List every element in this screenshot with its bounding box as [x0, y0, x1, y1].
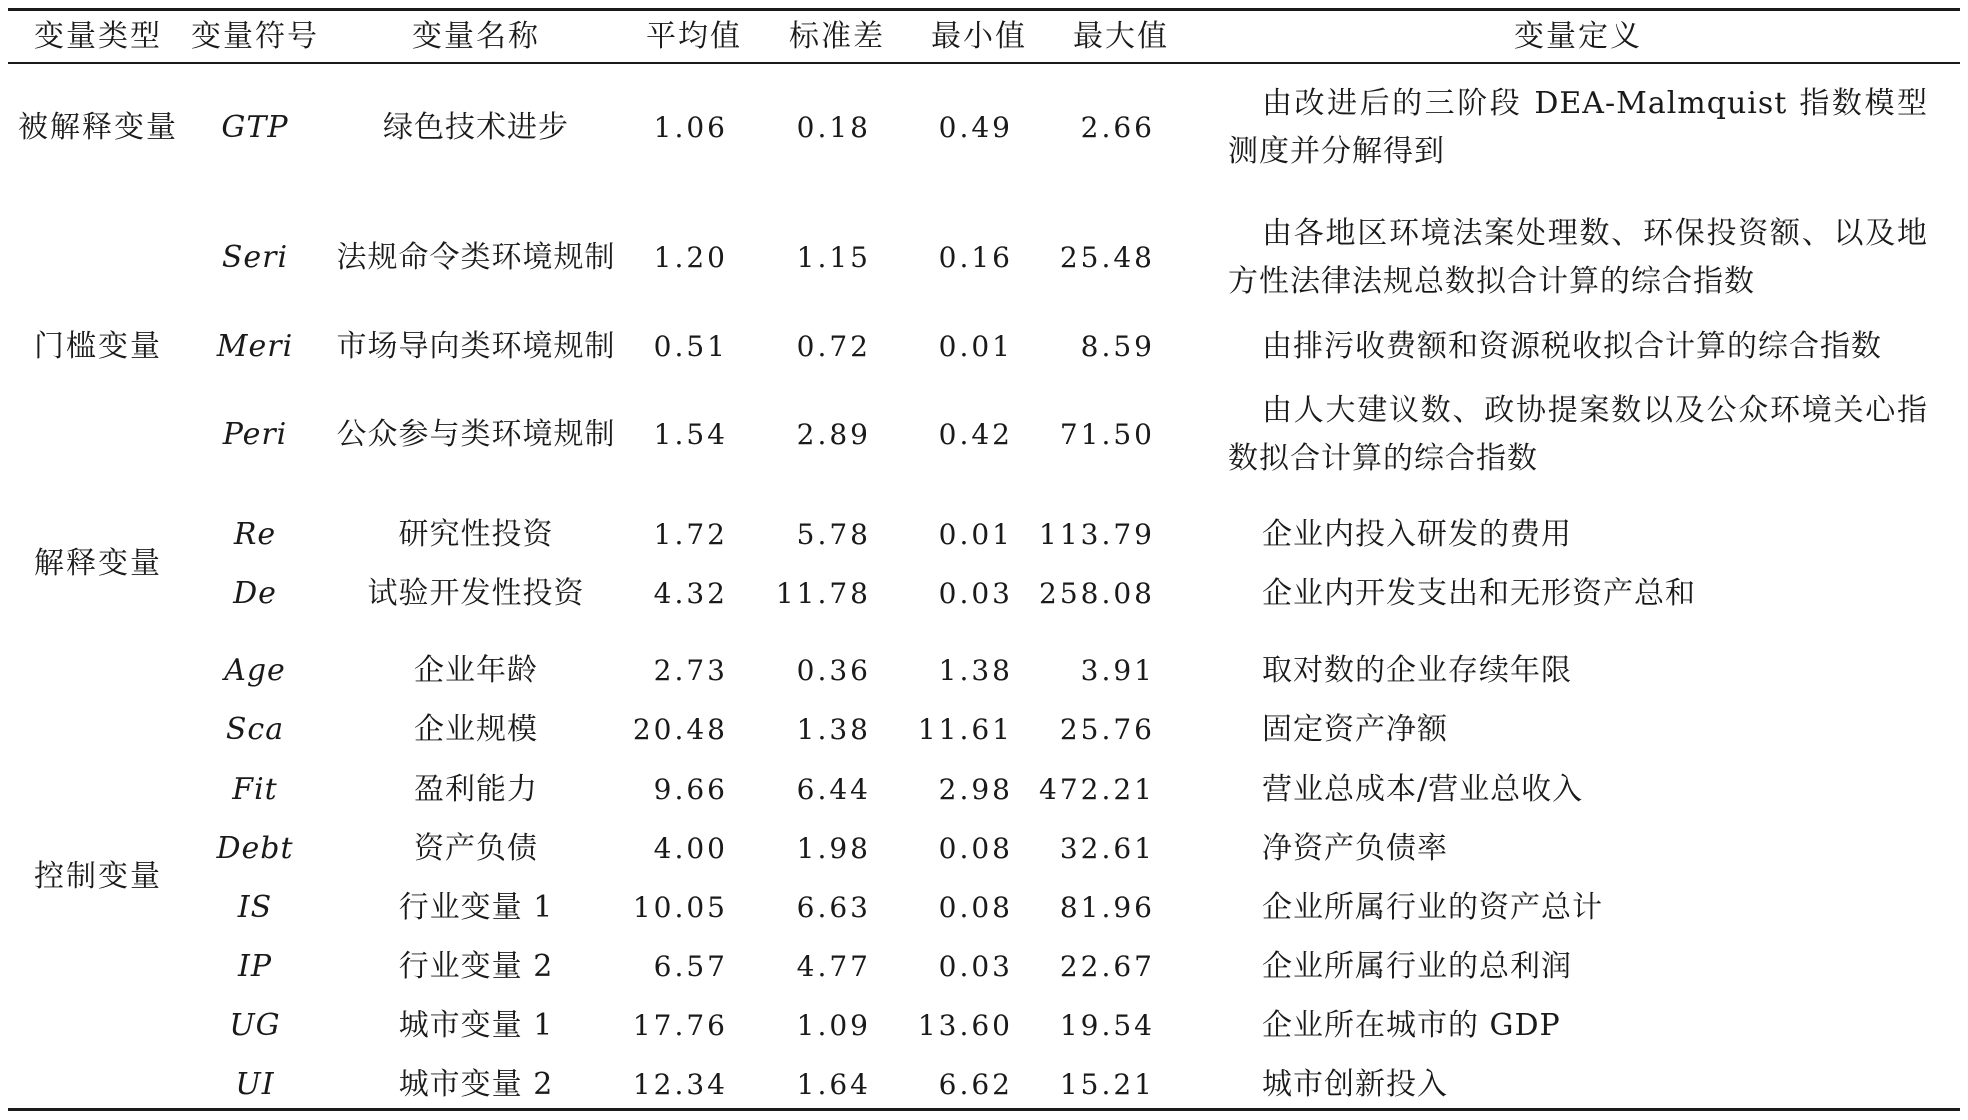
variable-symbol: Debt	[216, 831, 294, 866]
variable-type-label: 解释变量	[34, 546, 162, 581]
max-value: 8.59	[1080, 330, 1155, 363]
std-dev-value: 0.72	[796, 330, 871, 363]
variable-name: 企业年龄	[414, 653, 538, 688]
min-value: 0.03	[938, 950, 1013, 983]
mean-value: 1.06	[653, 111, 728, 144]
variable-type-label: 被解释变量	[18, 110, 178, 145]
variable-name: 研究性投资	[398, 517, 554, 552]
variable-definition: 由排污收费额和资源税收拟合计算的综合指数	[1262, 329, 1882, 364]
max-value: 25.48	[1059, 241, 1155, 274]
min-value: 1.38	[938, 654, 1013, 687]
variable-symbol: Re	[233, 517, 277, 552]
variable-definition: 城市创新投入	[1262, 1067, 1448, 1102]
std-dev-value: 11.78	[775, 577, 871, 610]
variable-symbol: IS	[237, 890, 273, 925]
max-value: 258.08	[1039, 577, 1155, 610]
variable-symbol: UI	[235, 1067, 275, 1102]
std-dev-value: 5.78	[796, 518, 871, 551]
variable-definition: 由人大建议数、政协提案数以及公众环境关心指数拟合计算的综合指数	[1228, 393, 1928, 476]
std-dev-value: 6.44	[796, 773, 871, 806]
mean-value: 1.72	[653, 518, 728, 551]
mean-value: 6.57	[653, 950, 728, 983]
variable-definition: 净资产负债率	[1262, 831, 1448, 866]
mean-value: 12.34	[632, 1068, 728, 1101]
std-dev-value: 1.98	[796, 832, 871, 865]
variable-name: 公众参与类环境规制	[336, 417, 616, 452]
variable-name: 城市变量 1	[398, 1008, 554, 1043]
variable-symbol: UG	[229, 1008, 281, 1043]
variable-name: 市场导向类环境规制	[336, 329, 616, 364]
std-dev-value: 0.36	[796, 654, 871, 687]
max-value: 32.61	[1059, 832, 1155, 865]
min-value: 0.08	[938, 891, 1013, 924]
min-value: 0.49	[938, 111, 1013, 144]
min-value: 11.61	[917, 713, 1013, 746]
std-dev-value: 6.63	[796, 891, 871, 924]
variable-definition: 取对数的企业存续年限	[1262, 653, 1572, 688]
mean-value: 4.32	[653, 577, 728, 610]
min-value: 6.62	[938, 1068, 1013, 1101]
variable-symbol: Fit	[232, 772, 278, 807]
header-std-dev: 标准差	[789, 19, 885, 54]
variable-name: 资产负债	[414, 831, 538, 866]
min-value: 0.16	[938, 241, 1013, 274]
min-value: 2.98	[938, 773, 1013, 806]
variable-type-label: 门槛变量	[34, 329, 162, 364]
mean-value: 9.66	[653, 773, 728, 806]
std-dev-value: 4.77	[796, 950, 871, 983]
max-value: 3.91	[1080, 654, 1155, 687]
variable-name: 法规命令类环境规制	[336, 240, 616, 275]
variable-definition: 由各地区环境法案处理数、环保投资额、以及地方性法律法规总数拟合计算的综合指数	[1228, 216, 1928, 299]
variable-name: 盈利能力	[414, 772, 538, 807]
min-value: 13.60	[917, 1009, 1013, 1042]
variable-definition: 营业总成本/营业总收入	[1262, 772, 1584, 807]
mean-value: 1.54	[653, 418, 728, 451]
mean-value: 17.76	[632, 1009, 728, 1042]
max-value: 113.79	[1039, 518, 1155, 551]
variable-type-label: 控制变量	[34, 859, 162, 894]
max-value: 81.96	[1059, 891, 1155, 924]
std-dev-value: 1.64	[796, 1068, 871, 1101]
variable-name: 企业规模	[414, 712, 538, 747]
std-dev-value: 2.89	[796, 418, 871, 451]
table-header-rule	[8, 62, 1960, 64]
max-value: 71.50	[1059, 418, 1155, 451]
variable-definition: 企业内投入研发的费用	[1262, 517, 1572, 552]
mean-value: 1.20	[653, 241, 728, 274]
variable-symbol: Peri	[222, 417, 288, 452]
max-value: 15.21	[1059, 1068, 1155, 1101]
header-variable-symbol: 变量符号	[191, 19, 319, 54]
mean-value: 4.00	[653, 832, 728, 865]
variable-name: 行业变量 1	[398, 890, 554, 925]
variable-name: 行业变量 2	[398, 949, 554, 984]
variable-name: 绿色技术进步	[383, 110, 569, 145]
variable-symbol: Meri	[216, 329, 294, 364]
min-value: 0.42	[938, 418, 1013, 451]
header-min: 最小值	[931, 19, 1027, 54]
mean-value: 2.73	[653, 654, 728, 687]
table-top-rule	[8, 8, 1960, 11]
variable-symbol: IP	[237, 949, 273, 984]
max-value: 25.76	[1059, 713, 1155, 746]
header-max: 最大值	[1073, 19, 1169, 54]
header-variable-definition: 变量定义	[1514, 19, 1642, 54]
max-value: 472.21	[1039, 773, 1155, 806]
variable-definition: 企业所属行业的资产总计	[1262, 890, 1603, 925]
variable-definition: 固定资产净额	[1262, 712, 1448, 747]
header-variable-name: 变量名称	[412, 19, 540, 54]
std-dev-value: 1.09	[796, 1009, 871, 1042]
mean-value: 0.51	[653, 330, 728, 363]
header-variable-type: 变量类型	[34, 19, 162, 54]
variable-symbol: GTP	[221, 110, 289, 145]
variable-definition: 企业所在城市的 GDP	[1262, 1008, 1561, 1043]
variable-name: 试验开发性投资	[367, 576, 585, 611]
variable-definition: 由改进后的三阶段 DEA-Malmquist 指数模型测度并分解得到	[1228, 86, 1928, 169]
std-dev-value: 0.18	[796, 111, 871, 144]
header-mean: 平均值	[646, 19, 742, 54]
min-value: 0.01	[938, 518, 1013, 551]
std-dev-value: 1.15	[796, 241, 871, 274]
max-value: 19.54	[1059, 1009, 1155, 1042]
std-dev-value: 1.38	[796, 713, 871, 746]
variable-symbol: Sca	[225, 712, 285, 747]
variable-symbol: Age	[224, 653, 286, 688]
variable-symbol: De	[233, 576, 277, 611]
mean-value: 10.05	[632, 891, 728, 924]
min-value: 0.01	[938, 330, 1013, 363]
max-value: 22.67	[1059, 950, 1155, 983]
mean-value: 20.48	[632, 713, 728, 746]
min-value: 0.08	[938, 832, 1013, 865]
variable-name: 城市变量 2	[398, 1067, 554, 1102]
variable-symbol: Seri	[221, 240, 289, 275]
variable-definition: 企业内开发支出和无形资产总和	[1262, 576, 1696, 611]
min-value: 0.03	[938, 577, 1013, 610]
variable-definition: 企业所属行业的总利润	[1262, 949, 1572, 984]
max-value: 2.66	[1080, 111, 1155, 144]
